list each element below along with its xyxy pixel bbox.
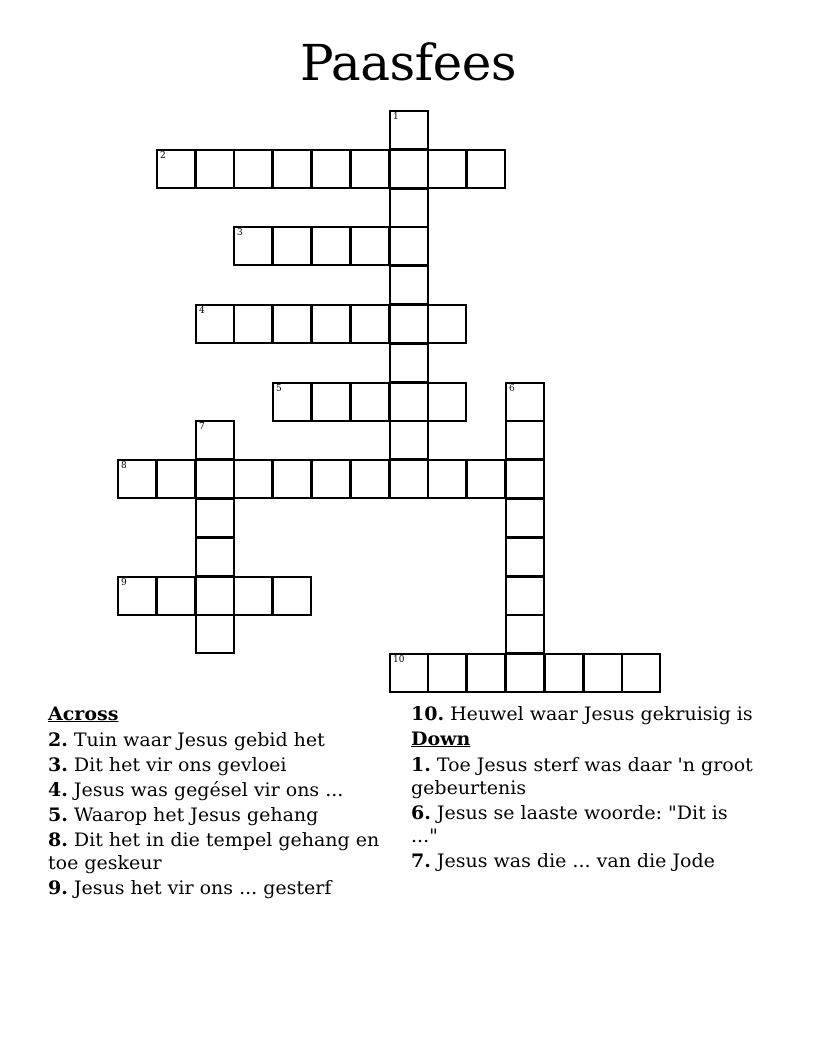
clue-number: 3.	[48, 754, 68, 776]
crossword-cell[interactable]	[156, 576, 196, 616]
crossword-cell[interactable]	[272, 226, 312, 266]
crossword-cell[interactable]	[156, 459, 196, 499]
crossword-cell-10[interactable]	[389, 653, 429, 693]
crossword-cell[interactable]	[466, 149, 506, 189]
clue-text: Tuin waar Jesus gebid het	[67, 729, 325, 751]
crossword-cell[interactable]	[311, 382, 351, 422]
clue-number: 4.	[48, 779, 68, 801]
clue-number-label: 6	[509, 384, 515, 394]
down-clue-6	[411, 802, 756, 848]
crossword-cell[interactable]	[195, 149, 235, 189]
crossword-cell[interactable]	[195, 614, 235, 654]
crossword-cell[interactable]	[427, 459, 467, 499]
crossword-cell[interactable]	[233, 576, 273, 616]
clues-right-column	[411, 703, 756, 875]
clue-number: 2.	[48, 729, 68, 751]
crossword-cell[interactable]	[311, 149, 351, 189]
crossword-cell[interactable]	[505, 498, 545, 538]
crossword-cell[interactable]	[272, 149, 312, 189]
clue-text: Jesus het vir ons ... gesterf	[67, 877, 332, 899]
crossword-cell-9[interactable]	[117, 576, 157, 616]
crossword-cell[interactable]	[505, 653, 545, 693]
crossword-cell[interactable]	[505, 537, 545, 577]
crossword-cell-8[interactable]	[117, 459, 157, 499]
crossword-cell-1[interactable]	[389, 110, 429, 150]
crossword-cell[interactable]	[505, 420, 545, 460]
page-title: Paasfees	[299, 34, 517, 92]
crossword-cell-7[interactable]	[195, 420, 235, 460]
crossword-cell[interactable]	[350, 382, 390, 422]
crossword-cell[interactable]	[272, 304, 312, 344]
crossword-cell[interactable]	[505, 459, 545, 499]
across-clue-2	[48, 729, 383, 752]
crossword-cell[interactable]	[427, 382, 467, 422]
crossword-cell[interactable]	[272, 459, 312, 499]
crossword-cell[interactable]	[389, 304, 429, 344]
crossword-cell[interactable]	[311, 459, 351, 499]
clue-text: Jesus se laaste woorde: "Dit is ..."	[411, 802, 728, 847]
crossword-cell[interactable]	[195, 576, 235, 616]
crossword-cell[interactable]	[350, 226, 390, 266]
clue-number: 10.	[411, 703, 445, 725]
crossword-cell-5[interactable]	[272, 382, 312, 422]
clue-number: 9.	[48, 877, 68, 899]
crossword-cell[interactable]	[350, 304, 390, 344]
crossword-cell[interactable]	[311, 304, 351, 344]
crossword-cell[interactable]	[544, 653, 584, 693]
crossword-cell[interactable]	[233, 149, 273, 189]
across-clue-8	[48, 829, 383, 875]
clue-text: Dit het in die tempel gehang en toe geskeur	[48, 829, 380, 874]
crossword-cell-2[interactable]	[156, 149, 196, 189]
across-clue-4	[48, 779, 383, 802]
crossword-cell[interactable]	[621, 653, 661, 693]
across-clue-9	[48, 877, 383, 900]
clue-number-label: 7	[199, 422, 205, 432]
crossword-cell[interactable]	[389, 226, 429, 266]
crossword-cell[interactable]	[195, 537, 235, 577]
crossword-cell-6[interactable]	[505, 382, 545, 422]
crossword-cell[interactable]	[272, 576, 312, 616]
crossword-cell[interactable]	[350, 459, 390, 499]
clue-number-label: 10	[393, 655, 405, 665]
down-heading: Down	[411, 728, 471, 750]
clue-text: Jesus was gegésel vir ons ...	[67, 779, 344, 801]
crossword-cell[interactable]	[389, 459, 429, 499]
crossword-cell[interactable]	[427, 304, 467, 344]
across-heading: Across	[48, 703, 119, 725]
clue-text: Dit het vir ons gevloei	[67, 754, 287, 776]
crossword-cell[interactable]	[466, 459, 506, 499]
clue-text: Waarop het Jesus gehang	[67, 804, 319, 826]
crossword-cell[interactable]	[389, 149, 429, 189]
clue-number: 7.	[411, 850, 431, 872]
crossword-cell[interactable]	[466, 653, 506, 693]
clue-number-label: 3	[237, 228, 243, 238]
down-clue-7	[411, 850, 756, 873]
crossword-cell[interactable]	[505, 614, 545, 654]
clue-number-label: 1	[393, 112, 399, 122]
down-clue-1	[411, 754, 756, 800]
crossword-cell[interactable]	[311, 226, 351, 266]
clue-number: 8.	[48, 829, 68, 851]
clue-number-label: 4	[199, 306, 205, 316]
clue-number-label: 9	[121, 578, 127, 588]
clue-text: Toe Jesus sterf was daar 'n groot gebeurtenis	[411, 754, 753, 799]
across-clue-3	[48, 754, 383, 777]
clue-text: Heuwel waar Jesus gekruisig is	[444, 703, 753, 725]
crossword-cell[interactable]	[195, 459, 235, 499]
clue-number-label: 2	[160, 151, 166, 161]
crossword-cell[interactable]	[389, 188, 429, 228]
clue-number-label: 8	[121, 461, 127, 471]
crossword-cell[interactable]	[389, 420, 429, 460]
across-clue-5	[48, 804, 383, 827]
clue-number-label: 5	[276, 384, 282, 394]
clue-number: 5.	[48, 804, 68, 826]
crossword-cell[interactable]	[505, 576, 545, 616]
crossword-cell[interactable]	[233, 304, 273, 344]
clue-text: Jesus was die ... van die Jode	[430, 850, 715, 872]
crossword-cell-4[interactable]	[195, 304, 235, 344]
crossword-cell[interactable]	[350, 149, 390, 189]
crossword-cell[interactable]	[389, 382, 429, 422]
crossword-cell[interactable]	[389, 343, 429, 383]
clue-number: 1.	[411, 754, 431, 776]
crossword-cell[interactable]	[427, 149, 467, 189]
crossword-cell[interactable]	[583, 653, 623, 693]
clue-number: 6.	[411, 802, 431, 824]
across-clue-10	[411, 703, 756, 726]
crossword-cell-3[interactable]	[233, 226, 273, 266]
crossword-cell[interactable]	[195, 498, 235, 538]
clues-left-column	[48, 703, 383, 902]
crossword-cell[interactable]	[233, 459, 273, 499]
crossword-cell[interactable]	[389, 265, 429, 305]
crossword-cell[interactable]	[427, 653, 467, 693]
